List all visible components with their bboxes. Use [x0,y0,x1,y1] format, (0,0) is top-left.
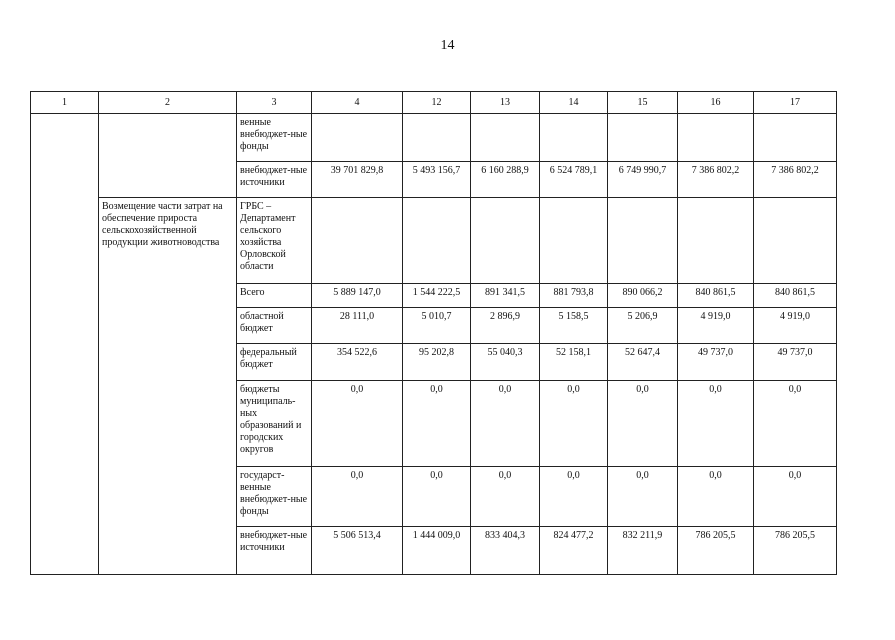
funding-source-cell: внебюджет-ные источники [237,527,312,575]
column-header: 4 [312,92,403,114]
column-header: 16 [678,92,754,114]
value-cell [754,114,837,162]
value-cell: 1 544 222,5 [403,284,471,308]
column-header: 15 [608,92,678,114]
value-cell: 0,0 [312,467,403,527]
value-cell: 786 205,5 [678,527,754,575]
value-cell: 0,0 [754,467,837,527]
value-cell: 840 861,5 [678,284,754,308]
value-cell [678,198,754,284]
value-cell: 824 477,2 [540,527,608,575]
value-cell: 6 749 990,7 [608,162,678,198]
value-cell: 0,0 [540,467,608,527]
value-cell: 55 040,3 [471,344,540,381]
value-cell: 832 211,9 [608,527,678,575]
value-cell [678,114,754,162]
funding-source-cell: бюджеты муниципаль-ных образований и городских округов [237,381,312,467]
column-header: 1 [31,92,99,114]
funding-source-cell: федеральный бюджет [237,344,312,381]
value-cell: 5 010,7 [403,308,471,344]
funding-source-cell: государст-венные внебюджет-ные фонды [237,467,312,527]
value-cell [471,114,540,162]
value-cell: 5 493 156,7 [403,162,471,198]
column-header: 2 [99,92,237,114]
value-cell: 52 158,1 [540,344,608,381]
value-cell: 0,0 [754,381,837,467]
value-cell: 4 919,0 [678,308,754,344]
value-cell [754,198,837,284]
value-cell: 0,0 [471,467,540,527]
value-cell: 4 919,0 [754,308,837,344]
value-cell [403,198,471,284]
column-header: 17 [754,92,837,114]
column-header: 12 [403,92,471,114]
table-row [31,198,837,284]
value-cell: 6 160 288,9 [471,162,540,198]
value-cell: 833 404,3 [471,527,540,575]
value-cell: 0,0 [608,467,678,527]
value-cell: 52 647,4 [608,344,678,381]
value-cell: 6 524 789,1 [540,162,608,198]
funding-source-cell: областной бюджет [237,308,312,344]
value-cell: 0,0 [403,381,471,467]
page-number: 14 [440,38,455,53]
value-cell: 7 386 802,2 [678,162,754,198]
value-cell: 0,0 [471,381,540,467]
column-header: 14 [540,92,608,114]
value-cell [540,114,608,162]
value-cell [403,114,471,162]
value-cell: 891 341,5 [471,284,540,308]
value-cell [312,114,403,162]
value-cell: 2 896,9 [471,308,540,344]
column-header: 13 [471,92,540,114]
value-cell: 49 737,0 [678,344,754,381]
budget-table [30,91,837,575]
funding-source-cell: внебюджет-ные источники [237,162,312,198]
value-cell: 890 066,2 [608,284,678,308]
value-cell: 95 202,8 [403,344,471,381]
value-cell: 354 522,6 [312,344,403,381]
value-cell [471,198,540,284]
value-cell: 786 205,5 [754,527,837,575]
value-cell: 39 701 829,8 [312,162,403,198]
table-row [31,114,837,162]
value-cell: 0,0 [540,381,608,467]
header-row [31,92,837,114]
col1-cell [31,114,99,575]
value-cell: 0,0 [403,467,471,527]
value-cell: 881 793,8 [540,284,608,308]
value-cell: 28 111,0 [312,308,403,344]
value-cell: 5 206,9 [608,308,678,344]
funding-source-cell: Всего [237,284,312,308]
value-cell: 1 444 009,0 [403,527,471,575]
value-cell: 7 386 802,2 [754,162,837,198]
value-cell: 5 506 513,4 [312,527,403,575]
value-cell [608,198,678,284]
value-cell [540,198,608,284]
value-cell: 0,0 [608,381,678,467]
value-cell: 49 737,0 [754,344,837,381]
value-cell: 5 158,5 [540,308,608,344]
value-cell [312,198,403,284]
value-cell: 0,0 [678,381,754,467]
funding-source-cell: ГРБС – Департамент сельского хозяйства Орловской области [237,198,312,284]
measure-name-cell: Возмещение части затрат на обеспечение прироста сельскохозяйственной продукции животноводства [99,198,237,575]
value-cell [608,114,678,162]
value-cell: 5 889 147,0 [312,284,403,308]
col2-cell [99,114,237,198]
value-cell: 0,0 [312,381,403,467]
value-cell: 840 861,5 [754,284,837,308]
value-cell: 0,0 [678,467,754,527]
funding-source-cell: венные внебюджет-ные фонды [237,114,312,162]
column-header: 3 [237,92,312,114]
